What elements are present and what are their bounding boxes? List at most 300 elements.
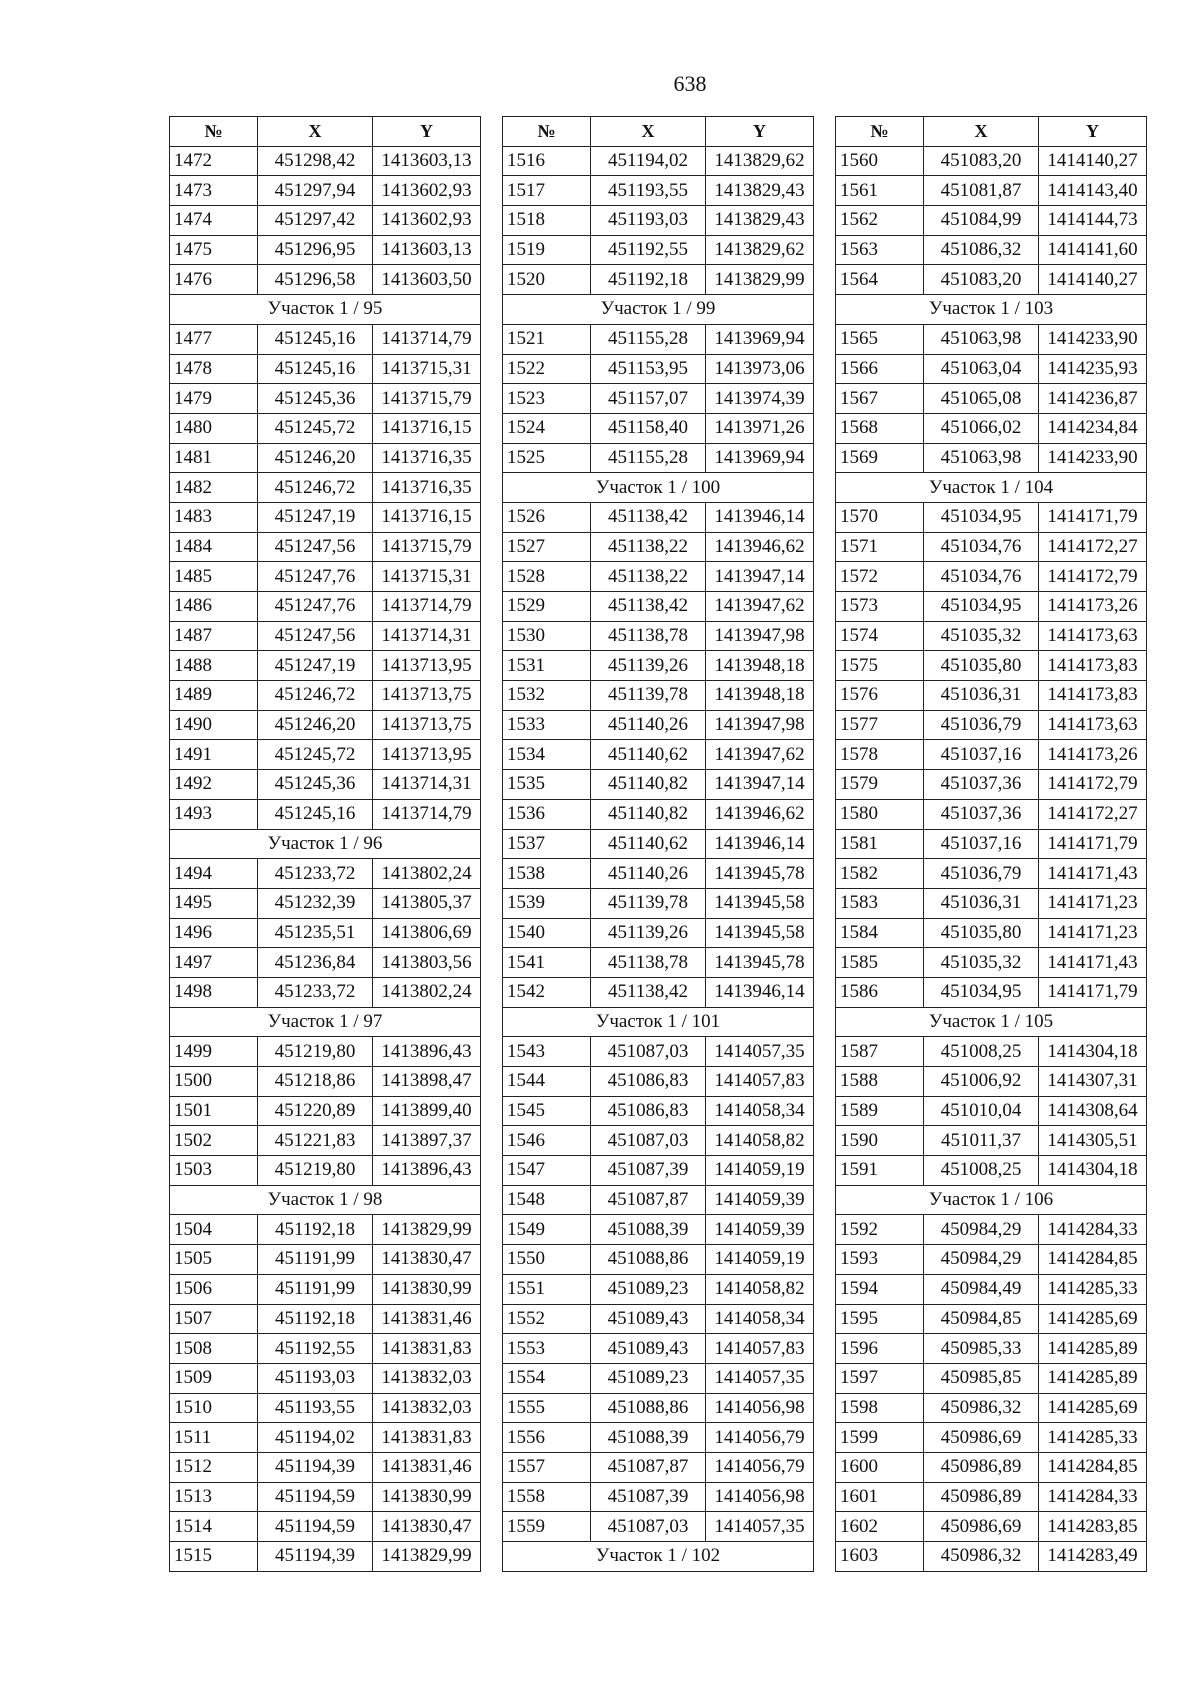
x-coordinate: 451192,18	[591, 265, 706, 295]
y-coordinate: 1414057,35	[706, 1512, 814, 1542]
point-number: 1594	[836, 1274, 924, 1304]
y-coordinate: 1413945,78	[706, 859, 814, 889]
x-coordinate: 451037,16	[924, 740, 1039, 770]
point-number: 1553	[503, 1334, 591, 1364]
x-coordinate: 450986,89	[924, 1452, 1039, 1482]
y-coordinate: 1413946,14	[706, 977, 814, 1007]
point-number: 1595	[836, 1304, 924, 1334]
y-coordinate: 1413716,15	[373, 413, 481, 443]
section-row	[503, 295, 814, 325]
table-row	[503, 681, 814, 711]
y-coordinate: 1414283,49	[1039, 1542, 1147, 1572]
y-coordinate: 1414305,51	[1039, 1126, 1147, 1156]
point-number: 1475	[170, 235, 258, 265]
table-row	[836, 1542, 1147, 1572]
section-title: Участок 1 / 104	[836, 473, 1147, 503]
y-coordinate: 1413947,98	[706, 621, 814, 651]
point-number: 1494	[170, 859, 258, 889]
section-row	[170, 295, 481, 325]
y-coordinate: 1413947,98	[706, 710, 814, 740]
y-coordinate: 1414284,33	[1039, 1215, 1147, 1245]
table-row	[170, 473, 481, 503]
table-row	[503, 532, 814, 562]
x-coordinate: 450984,29	[924, 1245, 1039, 1275]
x-coordinate: 451193,55	[258, 1393, 373, 1423]
table-row	[170, 1452, 481, 1482]
x-coordinate: 451247,56	[258, 621, 373, 651]
point-number: 1581	[836, 829, 924, 859]
y-coordinate: 1414233,90	[1039, 324, 1147, 354]
table-row	[836, 918, 1147, 948]
y-coordinate: 1414058,82	[706, 1126, 814, 1156]
y-coordinate: 1414141,60	[1039, 235, 1147, 265]
x-coordinate: 451140,82	[591, 770, 706, 800]
y-coordinate: 1413832,03	[373, 1363, 481, 1393]
x-coordinate: 451089,23	[591, 1274, 706, 1304]
table-row	[836, 384, 1147, 414]
point-number: 1572	[836, 562, 924, 592]
x-coordinate: 451245,36	[258, 384, 373, 414]
y-coordinate: 1413603,13	[373, 235, 481, 265]
point-number: 1575	[836, 651, 924, 681]
x-coordinate: 451086,83	[591, 1067, 706, 1097]
x-coordinate: 450986,32	[924, 1542, 1039, 1572]
point-number: 1533	[503, 710, 591, 740]
x-coordinate: 451034,76	[924, 532, 1039, 562]
point-number: 1556	[503, 1423, 591, 1453]
x-coordinate: 451218,86	[258, 1067, 373, 1097]
y-coordinate: 1413947,14	[706, 770, 814, 800]
x-coordinate: 451138,42	[591, 502, 706, 532]
y-coordinate: 1413829,99	[706, 265, 814, 295]
table-row	[503, 621, 814, 651]
section-row	[836, 295, 1147, 325]
x-coordinate: 451087,03	[591, 1126, 706, 1156]
coordinates-table-1	[169, 116, 481, 1572]
x-coordinate: 451083,20	[924, 146, 1039, 176]
table-header-row	[836, 117, 1147, 147]
point-number: 1498	[170, 977, 258, 1007]
y-coordinate: 1413896,43	[373, 1156, 481, 1186]
table-row	[503, 948, 814, 978]
y-coordinate: 1414059,39	[706, 1215, 814, 1245]
y-coordinate: 1413946,62	[706, 532, 814, 562]
y-coordinate: 1413831,83	[373, 1334, 481, 1364]
table-row	[170, 176, 481, 206]
point-number: 1557	[503, 1452, 591, 1482]
x-coordinate: 451088,86	[591, 1393, 706, 1423]
point-number: 1559	[503, 1512, 591, 1542]
point-number: 1473	[170, 176, 258, 206]
x-coordinate: 451192,55	[591, 235, 706, 265]
x-coordinate: 451138,42	[591, 977, 706, 1007]
table-row	[170, 651, 481, 681]
x-coordinate: 451087,03	[591, 1512, 706, 1542]
section-row	[836, 1185, 1147, 1215]
point-number: 1531	[503, 651, 591, 681]
y-coordinate: 1414056,79	[706, 1452, 814, 1482]
point-number: 1589	[836, 1096, 924, 1126]
x-coordinate: 451089,43	[591, 1304, 706, 1334]
table-row	[836, 502, 1147, 532]
header-number: №	[170, 117, 258, 147]
y-coordinate: 1414284,85	[1039, 1245, 1147, 1275]
y-coordinate: 1413602,93	[373, 176, 481, 206]
point-number: 1558	[503, 1482, 591, 1512]
point-number: 1539	[503, 888, 591, 918]
x-coordinate: 450984,29	[924, 1215, 1039, 1245]
x-coordinate: 450986,32	[924, 1393, 1039, 1423]
table-row	[836, 1334, 1147, 1364]
table-row	[836, 681, 1147, 711]
point-number: 1540	[503, 918, 591, 948]
point-number: 1529	[503, 592, 591, 622]
y-coordinate: 1413714,79	[373, 592, 481, 622]
point-number: 1548	[503, 1185, 591, 1215]
x-coordinate: 451081,87	[924, 176, 1039, 206]
y-coordinate: 1413947,14	[706, 562, 814, 592]
y-coordinate: 1414285,69	[1039, 1304, 1147, 1334]
x-coordinate: 451220,89	[258, 1096, 373, 1126]
point-number: 1485	[170, 562, 258, 592]
y-coordinate: 1414172,79	[1039, 562, 1147, 592]
point-number: 1524	[503, 413, 591, 443]
point-number: 1564	[836, 265, 924, 295]
x-coordinate: 451192,18	[258, 1304, 373, 1334]
y-coordinate: 1414056,98	[706, 1393, 814, 1423]
y-coordinate: 1414140,27	[1039, 265, 1147, 295]
x-coordinate: 450986,69	[924, 1423, 1039, 1453]
x-coordinate: 451247,56	[258, 532, 373, 562]
y-coordinate: 1414285,89	[1039, 1363, 1147, 1393]
x-coordinate: 451158,40	[591, 413, 706, 443]
point-number: 1588	[836, 1067, 924, 1097]
point-number: 1601	[836, 1482, 924, 1512]
point-number: 1482	[170, 473, 258, 503]
x-coordinate: 451063,98	[924, 324, 1039, 354]
table-row	[170, 1334, 481, 1364]
y-coordinate: 1413829,99	[373, 1542, 481, 1572]
table-row	[836, 235, 1147, 265]
x-coordinate: 451008,25	[924, 1156, 1039, 1186]
table-row	[170, 413, 481, 443]
x-coordinate: 451235,51	[258, 918, 373, 948]
point-number: 1565	[836, 324, 924, 354]
x-coordinate: 451246,20	[258, 710, 373, 740]
point-number: 1570	[836, 502, 924, 532]
point-number: 1488	[170, 651, 258, 681]
y-coordinate: 1413803,56	[373, 948, 481, 978]
y-coordinate: 1413945,58	[706, 918, 814, 948]
x-coordinate: 451245,36	[258, 770, 373, 800]
x-coordinate: 451140,62	[591, 829, 706, 859]
y-coordinate: 1414285,33	[1039, 1423, 1147, 1453]
table-row	[836, 977, 1147, 1007]
x-coordinate: 450985,33	[924, 1334, 1039, 1364]
point-number: 1476	[170, 265, 258, 295]
point-number: 1544	[503, 1067, 591, 1097]
x-coordinate: 451193,03	[258, 1363, 373, 1393]
point-number: 1578	[836, 740, 924, 770]
x-coordinate: 451194,59	[258, 1512, 373, 1542]
x-coordinate: 451063,98	[924, 443, 1039, 473]
table-row	[836, 799, 1147, 829]
point-number: 1555	[503, 1393, 591, 1423]
point-number: 1512	[170, 1452, 258, 1482]
point-number: 1487	[170, 621, 258, 651]
y-coordinate: 1414173,83	[1039, 651, 1147, 681]
y-coordinate: 1414171,23	[1039, 888, 1147, 918]
point-number: 1517	[503, 176, 591, 206]
point-number: 1519	[503, 235, 591, 265]
x-coordinate: 451297,42	[258, 206, 373, 236]
table-row	[836, 1126, 1147, 1156]
point-number: 1577	[836, 710, 924, 740]
y-coordinate: 1413716,35	[373, 443, 481, 473]
header-x: X	[924, 117, 1039, 147]
x-coordinate: 451232,39	[258, 888, 373, 918]
x-coordinate: 451245,16	[258, 324, 373, 354]
point-number: 1560	[836, 146, 924, 176]
x-coordinate: 451140,26	[591, 710, 706, 740]
x-coordinate: 451138,22	[591, 532, 706, 562]
x-coordinate: 451247,76	[258, 592, 373, 622]
x-coordinate: 451036,79	[924, 710, 1039, 740]
x-coordinate: 451087,39	[591, 1482, 706, 1512]
point-number: 1538	[503, 859, 591, 889]
point-number: 1528	[503, 562, 591, 592]
y-coordinate: 1413831,46	[373, 1452, 481, 1482]
section-title: Участок 1 / 98	[170, 1185, 481, 1215]
point-number: 1530	[503, 621, 591, 651]
x-coordinate: 451084,99	[924, 206, 1039, 236]
table-row	[170, 1096, 481, 1126]
point-number: 1536	[503, 799, 591, 829]
point-number: 1505	[170, 1245, 258, 1275]
section-row	[836, 473, 1147, 503]
y-coordinate: 1413829,43	[706, 176, 814, 206]
table-row	[503, 1512, 814, 1542]
table-row	[836, 740, 1147, 770]
section-row	[170, 1185, 481, 1215]
y-coordinate: 1414171,79	[1039, 829, 1147, 859]
table-row	[170, 977, 481, 1007]
y-coordinate: 1413713,75	[373, 710, 481, 740]
table-row	[836, 829, 1147, 859]
y-coordinate: 1413830,99	[373, 1274, 481, 1304]
table-row	[170, 859, 481, 889]
table-row	[503, 1363, 814, 1393]
x-coordinate: 451087,39	[591, 1156, 706, 1186]
table-row	[836, 562, 1147, 592]
y-coordinate: 1413802,24	[373, 859, 481, 889]
point-number: 1547	[503, 1156, 591, 1186]
table-row	[170, 799, 481, 829]
x-coordinate: 451037,16	[924, 829, 1039, 859]
point-number: 1571	[836, 532, 924, 562]
table-row	[503, 740, 814, 770]
y-coordinate: 1413969,94	[706, 324, 814, 354]
table-row	[503, 1126, 814, 1156]
table-row	[836, 1037, 1147, 1067]
x-coordinate: 451219,80	[258, 1037, 373, 1067]
point-number: 1527	[503, 532, 591, 562]
point-number: 1541	[503, 948, 591, 978]
y-coordinate: 1414171,23	[1039, 918, 1147, 948]
point-number: 1520	[503, 265, 591, 295]
point-number: 1491	[170, 740, 258, 770]
y-coordinate: 1413899,40	[373, 1096, 481, 1126]
y-coordinate: 1413973,06	[706, 354, 814, 384]
table-row	[170, 740, 481, 770]
y-coordinate: 1413946,62	[706, 799, 814, 829]
table-row	[836, 1274, 1147, 1304]
x-coordinate: 451193,03	[591, 206, 706, 236]
table-row	[503, 1096, 814, 1126]
y-coordinate: 1413714,31	[373, 770, 481, 800]
x-coordinate: 451037,36	[924, 770, 1039, 800]
y-coordinate: 1414234,84	[1039, 413, 1147, 443]
x-coordinate: 451140,26	[591, 859, 706, 889]
header-number: №	[836, 117, 924, 147]
x-coordinate: 451194,02	[258, 1423, 373, 1453]
y-coordinate: 1413603,50	[373, 265, 481, 295]
point-number: 1586	[836, 977, 924, 1007]
x-coordinate: 451138,78	[591, 621, 706, 651]
y-coordinate: 1413829,43	[706, 206, 814, 236]
x-coordinate: 451034,95	[924, 502, 1039, 532]
y-coordinate: 1414057,35	[706, 1037, 814, 1067]
point-number: 1486	[170, 592, 258, 622]
point-number: 1500	[170, 1067, 258, 1097]
y-coordinate: 1413831,46	[373, 1304, 481, 1334]
point-number: 1474	[170, 206, 258, 236]
x-coordinate: 451233,72	[258, 859, 373, 889]
y-coordinate: 1414304,18	[1039, 1037, 1147, 1067]
y-coordinate: 1413946,14	[706, 829, 814, 859]
x-coordinate: 451034,95	[924, 977, 1039, 1007]
section-row	[170, 1007, 481, 1037]
y-coordinate: 1414143,40	[1039, 176, 1147, 206]
x-coordinate: 451236,84	[258, 948, 373, 978]
table-row	[503, 1185, 814, 1215]
y-coordinate: 1414285,33	[1039, 1274, 1147, 1304]
x-coordinate: 451155,28	[591, 443, 706, 473]
point-number: 1546	[503, 1126, 591, 1156]
y-coordinate: 1414056,79	[706, 1423, 814, 1453]
y-coordinate: 1413716,35	[373, 473, 481, 503]
x-coordinate: 451088,39	[591, 1423, 706, 1453]
x-coordinate: 451194,39	[258, 1452, 373, 1482]
table-row	[170, 1156, 481, 1186]
point-number: 1561	[836, 176, 924, 206]
x-coordinate: 451063,04	[924, 354, 1039, 384]
section-title: Участок 1 / 103	[836, 295, 1147, 325]
x-coordinate: 451008,25	[924, 1037, 1039, 1067]
x-coordinate: 451233,72	[258, 977, 373, 1007]
y-coordinate: 1414171,43	[1039, 948, 1147, 978]
x-coordinate: 451035,32	[924, 948, 1039, 978]
point-number: 1593	[836, 1245, 924, 1275]
point-number: 1484	[170, 532, 258, 562]
y-coordinate: 1414059,39	[706, 1185, 814, 1215]
point-number: 1579	[836, 770, 924, 800]
table-row	[170, 562, 481, 592]
section-title: Участок 1 / 100	[503, 473, 814, 503]
y-coordinate: 1414285,89	[1039, 1334, 1147, 1364]
point-number: 1502	[170, 1126, 258, 1156]
table-row	[170, 592, 481, 622]
y-coordinate: 1413897,37	[373, 1126, 481, 1156]
table-row	[170, 770, 481, 800]
table-row	[836, 1156, 1147, 1186]
table-row	[503, 799, 814, 829]
y-coordinate: 1413830,99	[373, 1482, 481, 1512]
section-title: Участок 1 / 106	[836, 1185, 1147, 1215]
point-number: 1549	[503, 1215, 591, 1245]
point-number: 1591	[836, 1156, 924, 1186]
table-row	[170, 1067, 481, 1097]
table-row	[170, 146, 481, 176]
point-number: 1516	[503, 146, 591, 176]
x-coordinate: 451139,26	[591, 651, 706, 681]
x-coordinate: 451192,18	[258, 1215, 373, 1245]
y-coordinate: 1414172,27	[1039, 799, 1147, 829]
y-coordinate: 1414144,73	[1039, 206, 1147, 236]
x-coordinate: 451157,07	[591, 384, 706, 414]
y-coordinate: 1413715,31	[373, 562, 481, 592]
table-row	[170, 1423, 481, 1453]
point-number: 1522	[503, 354, 591, 384]
x-coordinate: 451245,72	[258, 740, 373, 770]
table-row	[836, 1215, 1147, 1245]
point-number: 1562	[836, 206, 924, 236]
y-coordinate: 1413969,94	[706, 443, 814, 473]
section-title: Участок 1 / 99	[503, 295, 814, 325]
table-header-row	[503, 117, 814, 147]
table-row	[170, 1363, 481, 1393]
point-number: 1495	[170, 888, 258, 918]
y-coordinate: 1413947,62	[706, 592, 814, 622]
point-number: 1490	[170, 710, 258, 740]
y-coordinate: 1414308,64	[1039, 1096, 1147, 1126]
page-number: 638	[673, 71, 707, 96]
y-coordinate: 1413945,58	[706, 888, 814, 918]
point-number: 1545	[503, 1096, 591, 1126]
point-number: 1496	[170, 918, 258, 948]
x-coordinate: 450984,49	[924, 1274, 1039, 1304]
x-coordinate: 451139,26	[591, 918, 706, 948]
point-number: 1569	[836, 443, 924, 473]
x-coordinate: 451155,28	[591, 324, 706, 354]
x-coordinate: 451246,72	[258, 681, 373, 711]
table-row	[503, 324, 814, 354]
y-coordinate: 1414307,31	[1039, 1067, 1147, 1097]
section-row	[503, 473, 814, 503]
point-number: 1590	[836, 1126, 924, 1156]
table-row	[170, 621, 481, 651]
table-row	[503, 1334, 814, 1364]
point-number: 1479	[170, 384, 258, 414]
point-number: 1602	[836, 1512, 924, 1542]
x-coordinate: 451247,19	[258, 502, 373, 532]
table-row	[170, 502, 481, 532]
y-coordinate: 1414304,18	[1039, 1156, 1147, 1186]
table-row	[503, 770, 814, 800]
x-coordinate: 451246,20	[258, 443, 373, 473]
x-coordinate: 451035,80	[924, 651, 1039, 681]
point-number: 1472	[170, 146, 258, 176]
